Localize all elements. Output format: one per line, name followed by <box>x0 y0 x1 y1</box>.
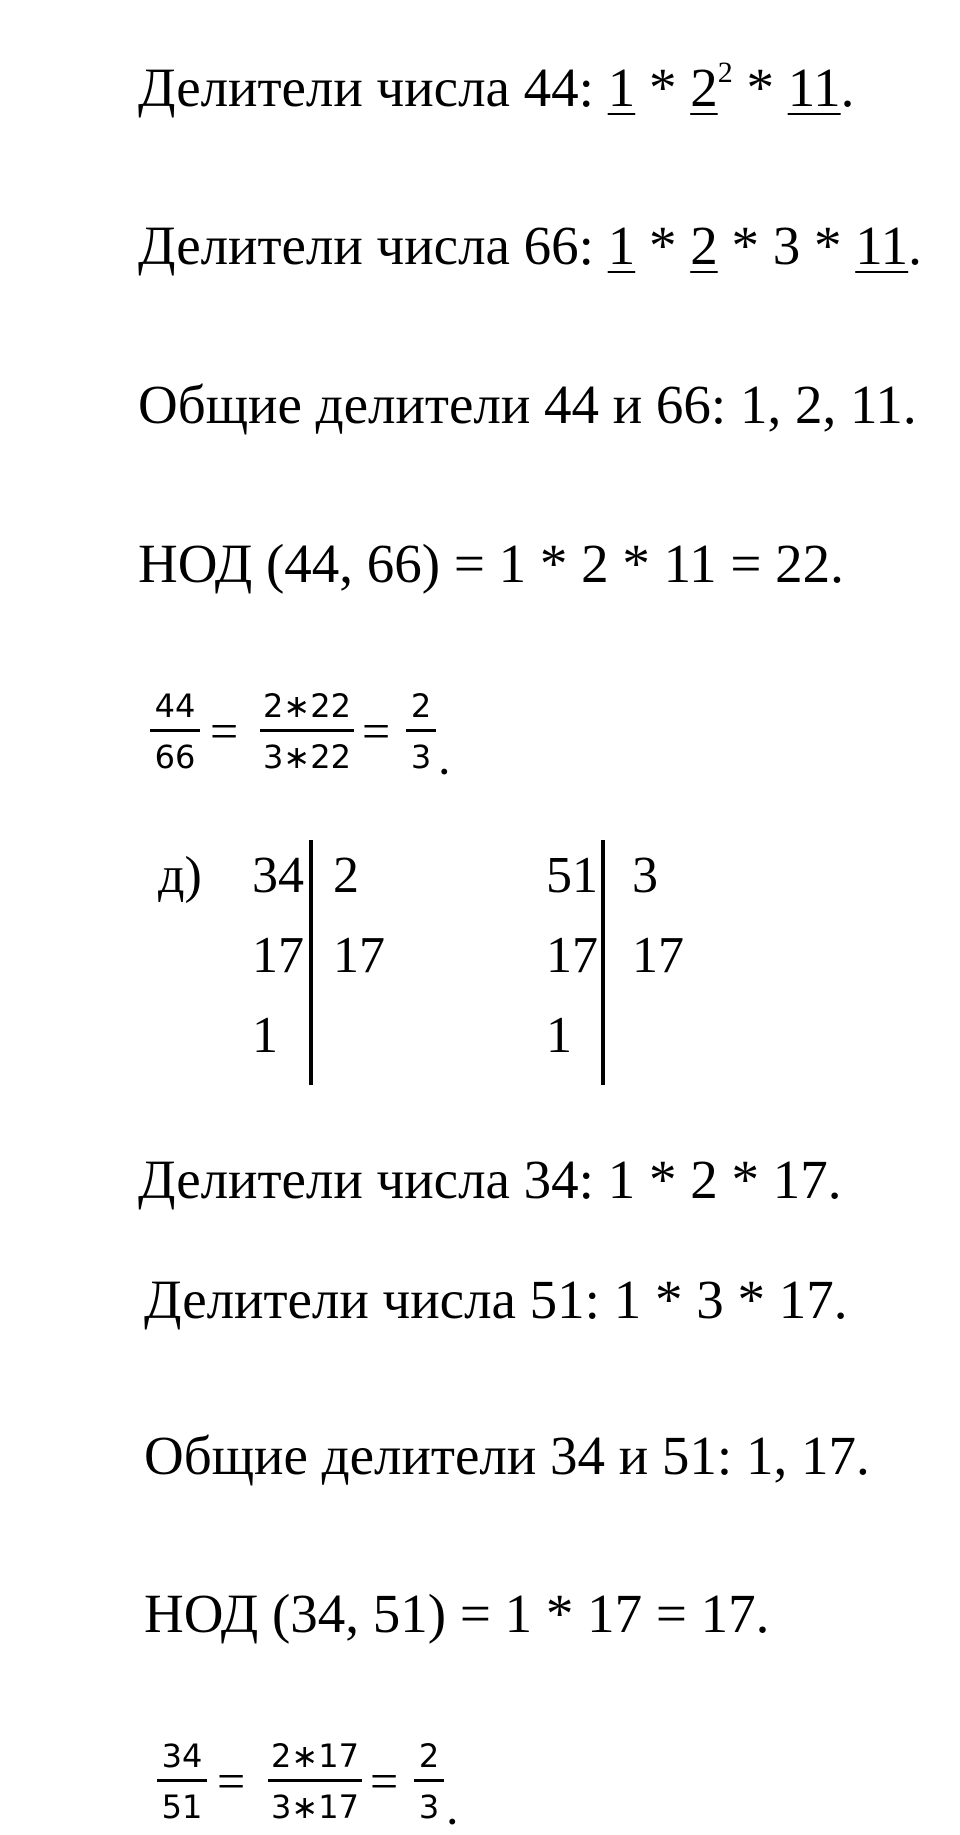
factor-right-0: 2 <box>333 847 359 904</box>
divisor-2: 2 <box>690 57 718 118</box>
divisor-1: 1 <box>607 215 636 276</box>
divisor-11: 11 <box>787 57 841 118</box>
factor-right-1: 17 <box>333 927 385 984</box>
gcd-44-66: НОД (44, 66) = 1 * 2 * 11 = 22. <box>138 533 844 594</box>
common-divisors-44-66: Общие делители 44 и 66: 1, 2, 11. <box>138 374 917 435</box>
divisor-11: 11 <box>855 215 909 276</box>
divisors-51-line: Делители числа 51: 1 * 3 * 17. <box>144 1269 848 1330</box>
factor-left-0: 51 <box>546 847 598 904</box>
section-label: д) <box>158 847 202 904</box>
equals-sign: = <box>370 1753 399 1809</box>
fraction-34-51: 34 51 <box>157 1740 207 1823</box>
division-bar <box>601 840 605 1085</box>
factor-left-2: 1 <box>546 1007 572 1064</box>
common-divisors-34-51: Общие делители 34 и 51: 1, 17. <box>144 1425 870 1486</box>
factor-left-1: 17 <box>252 927 304 984</box>
divisors-66-line: Делители числа 66: 1 * 2 * 3 * 11. <box>138 215 922 276</box>
divisors-44-prefix: Делители числа 44: <box>138 57 608 118</box>
divisors-66-prefix: Делители числа 66: <box>138 215 608 276</box>
division-bar <box>309 840 313 1085</box>
exponent: 2 <box>717 56 733 89</box>
equals-sign: = <box>217 1753 246 1809</box>
factor-right-0: 3 <box>632 847 658 904</box>
factor-left-2: 1 <box>252 1007 278 1064</box>
equals-sign: = <box>210 703 239 759</box>
fraction-2x17-3x17: 2∗17 3∗17 <box>268 1740 362 1823</box>
divisors-44-line: Делители числа 44: $1 * 2^2 * 11$. <box>138 56 855 118</box>
factor-right-1: 17 <box>632 927 684 984</box>
fraction-44-66: 44 66 <box>150 690 200 773</box>
equals-sign: = <box>362 703 391 759</box>
factor-left-1: 17 <box>546 927 598 984</box>
divisors-34-line: Делители числа 34: 1 * 2 * 17. <box>138 1149 842 1210</box>
period: . <box>446 1779 459 1835</box>
fraction-2-3: 2 3 <box>406 690 436 773</box>
fraction-2-3: 2 3 <box>414 1740 444 1823</box>
factor-left-0: 34 <box>252 847 304 904</box>
gcd-34-51: НОД (34, 51) = 1 * 17 = 17. <box>144 1583 770 1644</box>
divisor-1: 1 <box>607 57 636 118</box>
fraction-2x22-3x22: 2∗22 3∗22 <box>260 690 354 773</box>
divisor-2: 2 <box>690 215 718 276</box>
period: . <box>438 729 451 785</box>
